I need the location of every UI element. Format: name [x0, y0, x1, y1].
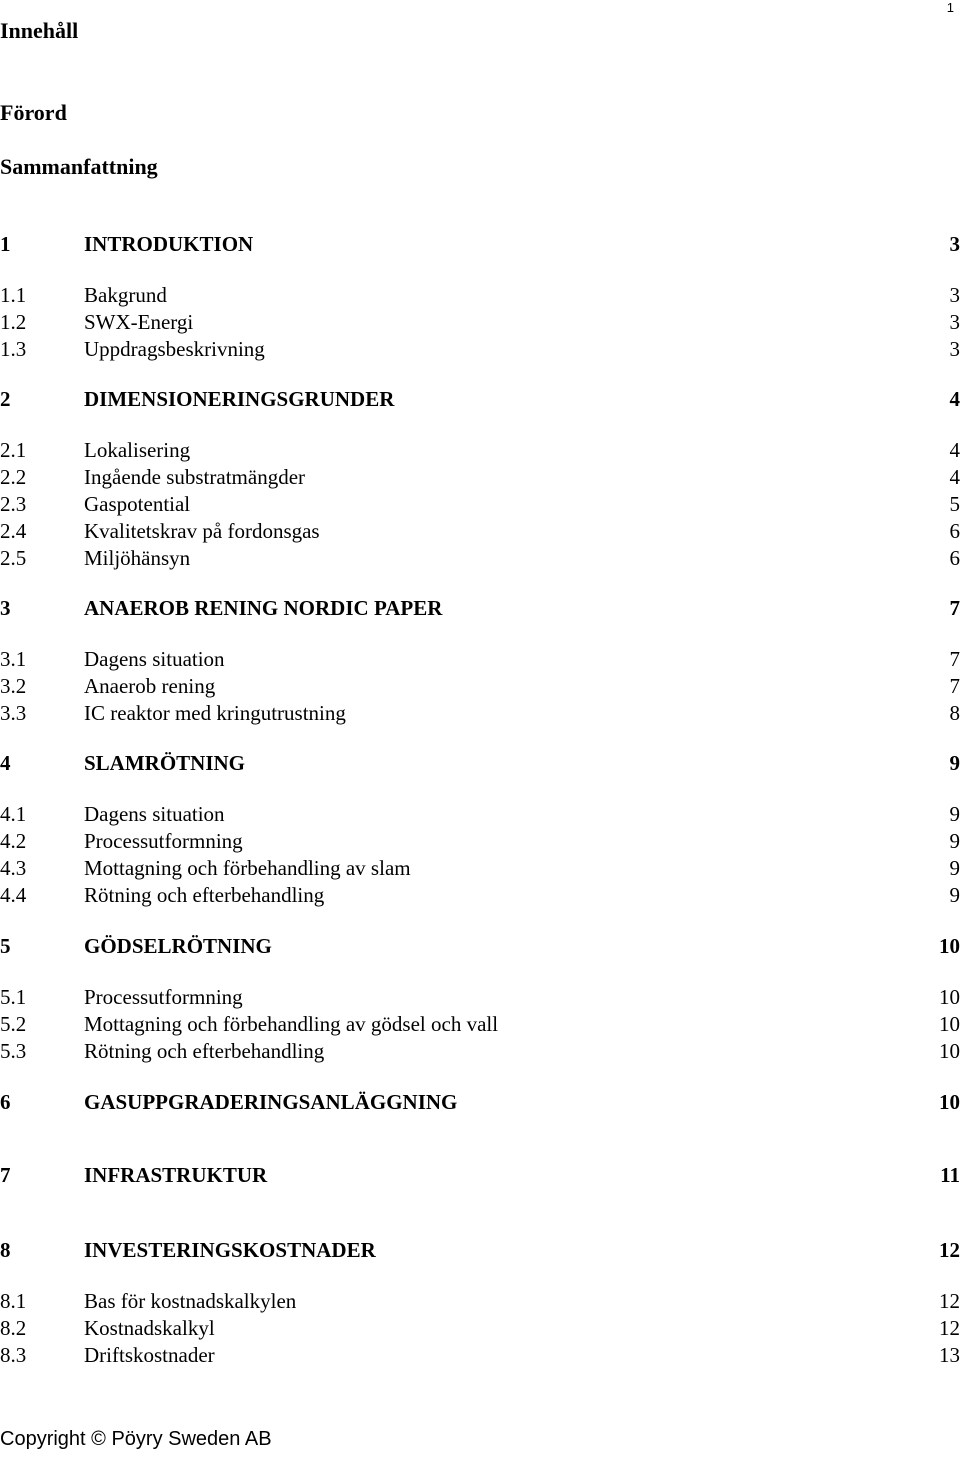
toc-entry-page: 10: [939, 1039, 960, 1063]
toc-entry-number: 4.1: [0, 802, 27, 826]
toc-entry-title: Gaspotential: [84, 492, 191, 516]
toc-entry-page: 7: [949, 674, 960, 698]
toc-entry-title: Processutformning: [84, 985, 243, 1009]
toc-entry-page: 4: [949, 387, 960, 411]
toc-entry-title: Kvalitetskrav på fordonsgas: [84, 519, 320, 543]
toc-entry-number: 2.3: [0, 492, 27, 516]
toc-entry-title: Anaerob rening: [84, 674, 216, 698]
toc-entry-page: 3: [949, 283, 960, 307]
toc-entry-number: 3.1: [0, 647, 27, 671]
toc-entry-page: 12: [939, 1289, 960, 1313]
toc-entry-title: Dagens situation: [84, 802, 225, 826]
toc-entry-number: 3.2: [0, 674, 27, 698]
toc-section-row[interactable]: [0, 308, 960, 336]
toc-entry-title: SLAMRÖTNING: [84, 751, 246, 775]
toc-entry-number: 2.5: [0, 546, 27, 570]
toc-chapter-row[interactable]: [0, 1236, 960, 1264]
toc-entry-number: 5: [0, 934, 11, 958]
toc-section-row[interactable]: [0, 800, 960, 828]
toc-entry-number: 2.4: [0, 519, 27, 543]
toc-entry-number: 1.3: [0, 337, 27, 361]
toc-section-row[interactable]: [0, 672, 960, 700]
page-title: Innehåll: [0, 18, 79, 43]
toc-entry-page: 12: [939, 1316, 960, 1340]
toc-section-row[interactable]: [0, 281, 960, 309]
toc-chapter-row[interactable]: [0, 1088, 960, 1116]
toc-entry-number: 4.3: [0, 856, 27, 880]
toc-entry-page: 9: [949, 802, 960, 826]
toc-entry-title: INFRASTRUKTUR: [84, 1163, 268, 1187]
toc-entry-title: DIMENSIONERINGSGRUNDER: [84, 387, 395, 411]
toc-entry-title: Miljöhänsyn: [84, 546, 191, 570]
toc-section-row[interactable]: [0, 544, 960, 572]
toc-entry-number: 4.2: [0, 829, 27, 853]
toc-chapter-row[interactable]: [0, 749, 960, 777]
toc-front-sammanfattning[interactable]: Sammanfattning: [0, 154, 158, 179]
toc-section-row[interactable]: [0, 1010, 960, 1038]
toc-entry-number: 6: [0, 1090, 11, 1114]
toc-entry-number: 2.2: [0, 465, 27, 489]
toc-entry-title: Kostnadskalkyl: [84, 1316, 215, 1340]
toc-entry-title: Mottagning och förbehandling av gödsel och vall: [84, 1012, 499, 1036]
toc-entry-title: Dagens situation: [84, 647, 225, 671]
toc-entry-title: INVESTERINGSKOSTNADER: [84, 1238, 376, 1262]
toc-entry-number: 3.3: [0, 701, 27, 725]
page-number: 1: [946, 0, 954, 15]
toc-entry-page: 3: [949, 310, 960, 334]
toc-entry-page: 5: [949, 492, 960, 516]
toc-entry-number: 2: [0, 387, 11, 411]
toc-entry-number: 8: [0, 1238, 11, 1262]
toc-entry-number: 5.3: [0, 1039, 27, 1063]
toc-entry-title: GÖDSELRÖTNING: [84, 934, 272, 958]
toc-entry-page: 11: [940, 1163, 960, 1187]
toc-entry-number: 1: [0, 232, 11, 256]
toc-entry-page: 7: [949, 647, 960, 671]
toc-entry-number: 5.2: [0, 1012, 27, 1036]
toc-entry-number: 8.2: [0, 1316, 27, 1340]
toc-section-row[interactable]: [0, 517, 960, 545]
footer-copyright: Copyright © Pöyry Sweden AB: [0, 1428, 272, 1450]
toc-entry-page: 4: [949, 438, 960, 462]
toc-entry-number: 1.1: [0, 283, 27, 307]
toc-entry-number: 3: [0, 596, 11, 620]
toc-entry-number: 1.2: [0, 310, 27, 334]
toc-entry-page: 7: [949, 596, 960, 620]
toc-section-row[interactable]: [0, 827, 960, 855]
toc-entry-title: INTRODUKTION: [84, 232, 254, 256]
toc-entry-page: 8: [949, 701, 960, 725]
toc-entry-page: 10: [939, 1090, 960, 1114]
toc-entry-title: Lokalisering: [84, 438, 191, 462]
toc-entry-title: ANAEROB RENING NORDIC PAPER: [84, 596, 443, 620]
toc-section-row[interactable]: [0, 1037, 960, 1065]
toc-section-row[interactable]: [0, 335, 960, 363]
toc-entry-number: 7: [0, 1163, 11, 1187]
toc-entry-number: 2.1: [0, 438, 27, 462]
toc-section-row[interactable]: [0, 1314, 960, 1342]
toc-entry-title: Bas för kostnadskalkylen: [84, 1289, 297, 1313]
toc-entry-page: 6: [949, 546, 960, 570]
toc-section-row[interactable]: [0, 854, 960, 882]
toc-entry-page: 4: [949, 465, 960, 489]
toc-entry-title: Rötning och efterbehandling: [84, 1039, 325, 1063]
toc-chapter-row[interactable]: [0, 594, 960, 622]
toc-entry-number: 8.3: [0, 1343, 27, 1367]
toc-chapter-row[interactable]: [0, 230, 960, 258]
toc-entry-title: Driftskostnader: [84, 1343, 215, 1367]
toc-entry-page: 12: [939, 1238, 960, 1262]
toc-chapter-row[interactable]: [0, 385, 960, 413]
toc-entry-page: 9: [949, 751, 960, 775]
toc-section-row[interactable]: [0, 436, 960, 464]
toc-section-row[interactable]: [0, 645, 960, 673]
toc-section-row[interactable]: [0, 881, 960, 909]
toc-section-row[interactable]: [0, 463, 960, 491]
toc-front-forord[interactable]: Förord: [0, 100, 67, 125]
toc-entry-page: 9: [949, 856, 960, 880]
toc-entry-page: 10: [939, 1012, 960, 1036]
toc-section-row[interactable]: [0, 1287, 960, 1315]
toc-entry-title: Uppdragsbeskrivning: [84, 337, 265, 361]
toc-section-row[interactable]: [0, 983, 960, 1011]
toc-entry-title: Ingående substratmängder: [84, 465, 306, 489]
toc-chapter-row[interactable]: [0, 932, 960, 960]
toc-entry-title: Rötning och efterbehandling: [84, 883, 325, 907]
toc-entry-page: 13: [939, 1343, 960, 1367]
toc-entry-number: 8.1: [0, 1289, 27, 1313]
toc-entry-page: 3: [949, 232, 960, 256]
toc-section-row[interactable]: [0, 490, 960, 518]
toc-entry-title: SWX-Energi: [84, 310, 194, 334]
toc-chapter-row[interactable]: [0, 1161, 960, 1189]
toc-section-row[interactable]: [0, 1341, 960, 1369]
toc-entry-page: 6: [949, 519, 960, 543]
toc-section-row[interactable]: [0, 699, 960, 727]
toc-entry-page: 10: [939, 985, 960, 1009]
toc-entry-number: 4.4: [0, 883, 27, 907]
toc-entry-number: 4: [0, 751, 11, 775]
toc-entry-page: 9: [949, 883, 960, 907]
toc-entry-page: 9: [949, 829, 960, 853]
toc-entry-title: Processutformning: [84, 829, 243, 853]
toc-entry-title: IC reaktor med kringutrustning: [84, 701, 346, 725]
toc-entry-number: 5.1: [0, 985, 27, 1009]
toc-entry-title: Mottagning och förbehandling av slam: [84, 856, 411, 880]
toc-entry-page: 10: [939, 934, 960, 958]
toc-entry-page: 3: [949, 337, 960, 361]
toc-entry-title: Bakgrund: [84, 283, 167, 307]
toc-entry-title: GASUPPGRADERINGSANLÄGGNING: [84, 1090, 458, 1114]
